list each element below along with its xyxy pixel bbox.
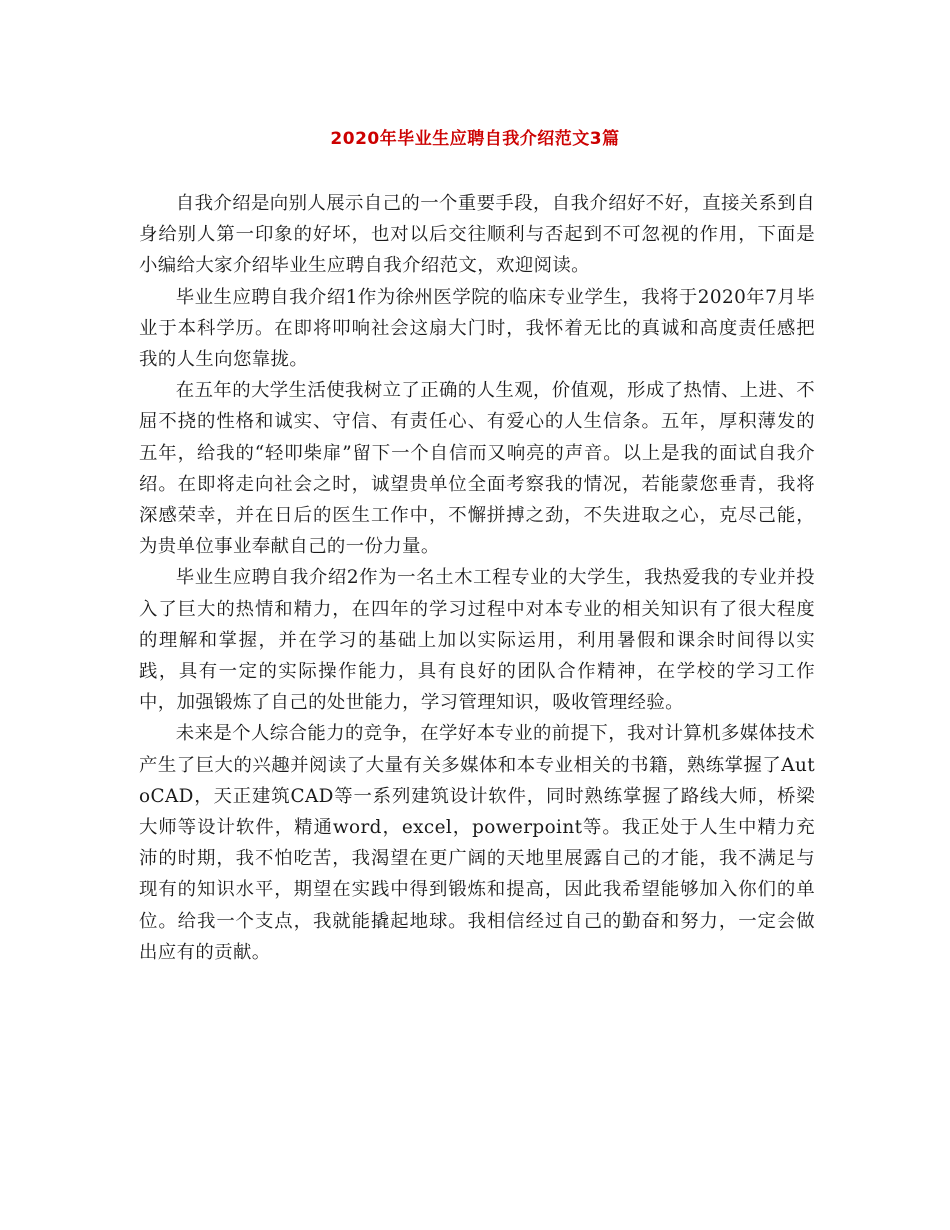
document-title: 2020年毕业生应聘自我介绍范文3篇 bbox=[330, 129, 620, 149]
paragraph-intro-2: 毕业生应聘自我介绍2作为一名土木工程专业的大学生，我热爱我的专业并投入了巨大的热情和精力，在四年的学习过程中对本专业的相关知识有了很大程度的理解和掌握，并在学习的基础上加以实际运用，利用暑假和课余时间得以实践，具有一定的实际操作能力，具有良好的团队合作精神，在学校的学习工作中，加强锻炼了自己的处世能力，学习管理知识，吸收管理经验。 bbox=[139, 567, 815, 714]
document-body bbox=[139, 188, 815, 968]
paragraph-intro-1: 毕业生应聘自我介绍1作为徐州医学院的临床专业学生，我将于2020年7月毕业于本科学历。在即将叩响社会这扇大门时，我怀着无比的真诚和高度责任感把我的人生向您靠拢。 bbox=[139, 286, 815, 371]
paragraph-future: 未来是个人综合能力的竞争，在学好本专业的前提下，我对计算机多媒体技术产生了巨大的兴趣并阅读了大量有关多媒体和本专业相关的书籍，熟练掌握了AutoCAD，天正建筑CAD等一系列建筑设计软件，同时熟练掌握了路线大师，桥梁大师等设计软件，精通word，excel，powerpoint等。我正处于人生中精力充沛的时期，我不怕吃苦，我渴望在更广阔的天地里展露自己的才能，我不满足与现有的知识水平，期望在实践中得到锻炼和提高，因此我希望能够加入你们的单位。给我一个支点，我就能撬起地球。我相信经过自己的勤奋和努力，一定会做出应有的贡献。 bbox=[139, 723, 815, 963]
paragraph-university-life: 在五年的大学生活使我树立了正确的人生观，价值观，形成了热情、上进、不屈不挠的性格和诚实、守信、有责任心、有爱心的人生信条。五年，厚积薄发的五年，给我的“轻叩柴扉”留下一个自信而又响亮的声音。以上是我的面试自我介绍。在即将走向社会之时，诚望贵单位全面考察我的情况，若能蒙您垂青，我将深感荣幸，并在日后的医生工作中，不懈拼搏之劲，不失进取之心，克尽己能，为贵单位事业奉献自己的一份力量。 bbox=[139, 380, 815, 558]
paragraph-intro: 自我介绍是向别人展示自己的一个重要手段，自我介绍好不好，直接关系到自身给别人第一印象的好坏，也对以后交往顺利与否起到不可忽视的作用，下面是小编给大家介绍毕业生应聘自我介绍范文，欢迎阅读。 bbox=[139, 193, 815, 277]
